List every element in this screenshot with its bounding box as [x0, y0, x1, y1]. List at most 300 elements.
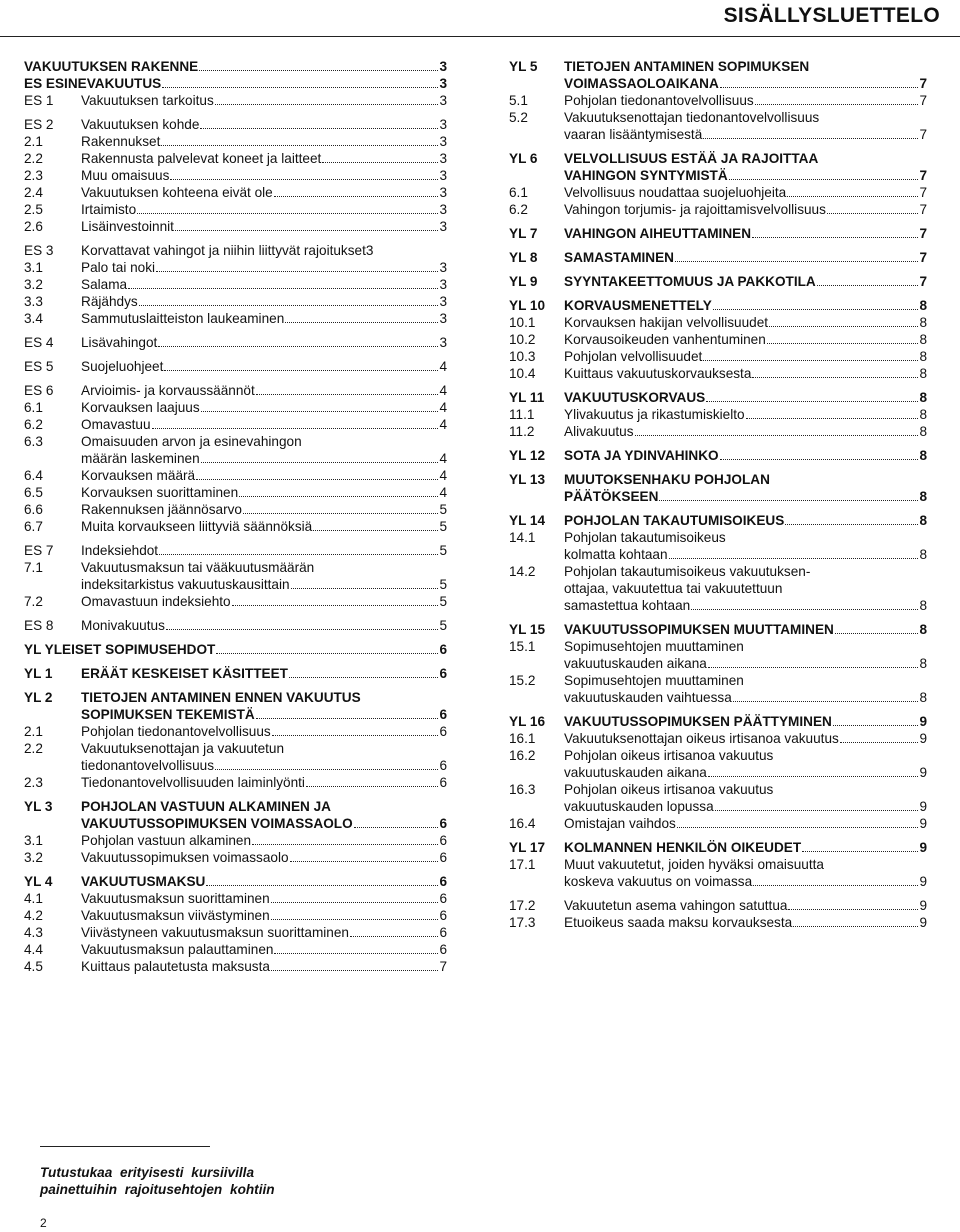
- toc-entry[interactable]: [24, 92, 447, 109]
- toc-entry-page: 9: [919, 714, 927, 729]
- toc-entry-page: 7: [919, 168, 927, 183]
- toc-entry[interactable]: [24, 133, 447, 150]
- page-number: 2: [40, 1216, 47, 1230]
- toc-section: [24, 334, 447, 351]
- toc-entry[interactable]: [24, 832, 447, 849]
- toc-entry[interactable]: [509, 150, 927, 184]
- footer-note: [40, 1164, 275, 1198]
- toc-section: [509, 447, 927, 464]
- toc-entry[interactable]: [509, 109, 927, 143]
- toc-entry-number: 17.1: [509, 857, 536, 872]
- toc-entry-text: [564, 273, 927, 290]
- toc-entry[interactable]: [24, 542, 447, 559]
- toc-entry[interactable]: [24, 890, 447, 907]
- toc-entry-page: 5: [439, 519, 447, 534]
- toc-entry-page: 7: [919, 76, 927, 91]
- toc-entry-line: [81, 259, 447, 276]
- toc-entry[interactable]: [24, 334, 447, 351]
- toc-entry[interactable]: [24, 399, 447, 416]
- toc-entry[interactable]: [509, 529, 927, 563]
- toc-entry-line: [564, 621, 927, 638]
- toc-entry[interactable]: [509, 713, 927, 730]
- toc-entry-title: vakuutuskauden vaihtuessa: [564, 690, 732, 705]
- dot-leader: [152, 428, 439, 429]
- toc-entry-text: [24, 641, 447, 658]
- toc-entry-page: 7: [439, 959, 447, 974]
- toc-entry-title: Muut vakuutetut, joiden hyväksi omaisuutta: [564, 857, 824, 872]
- toc-entry-text: [564, 713, 927, 730]
- toc-entry-line: [564, 447, 927, 464]
- toc-entry[interactable]: [509, 201, 927, 218]
- toc-entry-title: SOPIMUKSEN TEKEMISTÄ: [81, 707, 255, 722]
- toc-entry[interactable]: [24, 242, 447, 259]
- toc-entry[interactable]: [509, 512, 927, 529]
- toc-entry-page: 3: [439, 294, 447, 309]
- toc-entry-page: 6: [439, 850, 447, 865]
- toc-entry-text: [81, 334, 447, 351]
- toc-section: [24, 798, 447, 866]
- toc-entry-line: [564, 839, 927, 856]
- toc-entry[interactable]: [24, 518, 447, 535]
- toc-entry[interactable]: [509, 815, 927, 832]
- toc-entry-page: 5: [439, 543, 447, 558]
- toc-entry-number: 2.3: [24, 775, 43, 790]
- toc-entry[interactable]: [24, 798, 447, 832]
- toc-entry-title: Indeksiehdot: [81, 543, 159, 558]
- toc-entry[interactable]: [24, 484, 447, 501]
- toc-entry-line: [81, 774, 447, 791]
- toc-entry-title: ES ESINEVAKUUTUS: [24, 76, 162, 91]
- dot-leader: [350, 936, 438, 937]
- toc-entry-text: [564, 512, 927, 529]
- toc-entry-title: Rakennukset: [81, 134, 161, 149]
- toc-entry-title: Vakuutetun asema vahingon satuttua: [564, 898, 788, 913]
- toc-section: [24, 542, 447, 610]
- toc-entry-title: samastettua kohtaan: [564, 598, 691, 613]
- toc-entry-title: YL YLEISET SOPIMUSEHDOT: [24, 642, 216, 657]
- toc-entry-text: [81, 416, 447, 433]
- toc-entry-title: Kuittaus vakuutuskorvauksesta: [564, 366, 752, 381]
- toc-entry-number: 2.2: [24, 151, 43, 166]
- toc-entry[interactable]: [24, 873, 447, 890]
- toc-entry-text: [564, 92, 927, 109]
- dot-leader: [706, 401, 918, 402]
- dot-leader: [691, 609, 918, 610]
- toc-entry-page: 3: [439, 76, 447, 91]
- toc-entry-line: [564, 638, 927, 655]
- toc-entry[interactable]: [24, 593, 447, 610]
- toc-entry[interactable]: [24, 924, 447, 941]
- toc-entry[interactable]: [24, 467, 447, 484]
- toc-section: [509, 389, 927, 440]
- toc-entry-title: VELVOLLISUUS ESTÄÄ JA RAJOITTAA: [564, 151, 819, 166]
- toc-entry-page: 8: [919, 656, 927, 671]
- toc-entry-text: [81, 167, 447, 184]
- toc-entry-line: [564, 914, 927, 931]
- toc-section: [24, 242, 447, 327]
- toc-entry-page: 7: [919, 93, 927, 108]
- toc-entry[interactable]: [509, 249, 927, 266]
- toc-entry-page: 4: [439, 417, 447, 432]
- toc-entry[interactable]: [24, 75, 447, 92]
- toc-entry-title: Suojeluohjeet: [81, 359, 164, 374]
- toc-entry-text: [564, 201, 927, 218]
- toc-entry[interactable]: [509, 389, 927, 406]
- toc-entry-page: 6: [439, 908, 447, 923]
- toc-entry-page: 7: [919, 185, 927, 200]
- dot-leader: [827, 213, 919, 214]
- toc-entry[interactable]: [24, 723, 447, 740]
- toc-entry-text: [564, 58, 927, 92]
- toc-entry-line: [564, 184, 927, 201]
- toc-entry-title: SAMASTAMINEN: [564, 250, 675, 265]
- toc-entry-number: 4.2: [24, 908, 43, 923]
- toc-entry-title: Alivakuutus: [564, 424, 634, 439]
- toc-entry-text: [81, 399, 447, 416]
- toc-entry-page: 6: [439, 642, 447, 657]
- toc-entry-number: 7.2: [24, 594, 43, 609]
- toc-entry-title: Pohjolan oikeus irtisanoa vakuutus: [564, 782, 774, 797]
- toc-section: [509, 225, 927, 242]
- toc-entry-title: Pohjolan tiedonantovelvollisuus: [564, 93, 754, 108]
- toc-entry[interactable]: [24, 740, 447, 774]
- toc-entry[interactable]: [24, 501, 447, 518]
- toc-entry-page: 8: [919, 513, 927, 528]
- toc-entry-text: [564, 297, 927, 314]
- toc-entry-number: 16.1: [509, 731, 536, 746]
- toc-entry-title: vakuutuskauden lopussa: [564, 799, 714, 814]
- toc-entry-text: [564, 563, 927, 614]
- toc-entry-text: [564, 471, 927, 505]
- toc-entry-line: [564, 764, 927, 781]
- toc-entry-page: 9: [919, 898, 927, 913]
- toc-entry-text: [81, 958, 447, 975]
- toc-entry-text: [81, 184, 447, 201]
- dot-leader: [243, 513, 438, 514]
- toc-entry-page: 4: [439, 468, 447, 483]
- dot-leader: [199, 70, 438, 71]
- toc-entry[interactable]: [509, 423, 927, 440]
- toc-section: [509, 471, 927, 505]
- toc-section: [509, 249, 927, 266]
- toc-entry-number: YL 15: [509, 622, 546, 637]
- toc-entry[interactable]: [509, 331, 927, 348]
- toc-entry-line: [564, 512, 927, 529]
- dot-leader: [256, 718, 439, 719]
- dot-leader: [196, 479, 438, 480]
- toc-entry[interactable]: [24, 358, 447, 375]
- toc-entry-line: [81, 873, 447, 890]
- toc-entry-number: 3.3: [24, 294, 43, 309]
- toc-entry-line: [564, 314, 927, 331]
- toc-entry[interactable]: [24, 293, 447, 310]
- toc-entry-title: Irtaimisto: [81, 202, 137, 217]
- dot-leader: [313, 530, 438, 531]
- toc-entry-title: VAKUUTUSSOPIMUKSEN VOIMASSAOLO: [81, 816, 353, 831]
- toc-entry-line: [81, 890, 447, 907]
- toc-entry[interactable]: [24, 218, 447, 235]
- toc-entry[interactable]: [24, 958, 447, 975]
- toc-entry-page: 6: [439, 925, 447, 940]
- toc-entry-number: ES 8: [24, 618, 54, 633]
- toc-entry[interactable]: [24, 941, 447, 958]
- toc-entry-number: 2.5: [24, 202, 43, 217]
- toc-entry[interactable]: [24, 416, 447, 433]
- toc-entry-title: ottajaa, vakuutettua tai vakuutettuun: [564, 581, 783, 596]
- toc-entry-line: [564, 781, 927, 798]
- toc-entry-line: [564, 815, 927, 832]
- dot-leader: [840, 742, 919, 743]
- toc-entry-number: YL 1: [24, 666, 53, 681]
- toc-entry-page: 8: [919, 332, 927, 347]
- toc-entry-line: [81, 617, 447, 634]
- toc-entry-page: 7: [919, 274, 927, 289]
- toc-entry-page: 6: [439, 758, 447, 773]
- toc-entry-line: [81, 576, 447, 593]
- toc-entry-title: Monivakuutus: [81, 618, 165, 633]
- toc-entry-page: 3: [439, 185, 447, 200]
- toc-entry[interactable]: [24, 433, 447, 467]
- toc-entry-line: [81, 501, 447, 518]
- toc-entry-number: YL 9: [509, 274, 538, 289]
- toc-entry-title: vakuutuskauden aikana: [564, 656, 707, 671]
- toc-section: [24, 617, 447, 634]
- toc-entry[interactable]: [509, 471, 927, 505]
- dot-leader: [669, 558, 919, 559]
- toc-entry-line: [564, 249, 927, 266]
- dot-leader: [232, 605, 439, 606]
- toc-entry-line: [564, 597, 927, 614]
- dot-leader: [206, 885, 438, 886]
- toc-entry-line: [564, 225, 927, 242]
- dot-leader: [285, 322, 438, 323]
- toc-left-column: [24, 58, 447, 975]
- toc-entry-text: [81, 484, 447, 501]
- toc-entry-title: Räjähdys: [81, 294, 138, 309]
- toc-entry[interactable]: [24, 907, 447, 924]
- toc-entry[interactable]: [24, 58, 447, 75]
- toc-entry-number: 3.1: [24, 260, 43, 275]
- toc-entry-title: TIETOJEN ANTAMINEN SOPIMUKSEN: [564, 59, 810, 74]
- toc-entry[interactable]: [24, 689, 447, 723]
- toc-entry-text: [564, 730, 927, 747]
- toc-entry-text: [81, 310, 447, 327]
- toc-entry-number: YL 4: [24, 874, 53, 889]
- toc-entry-text: [564, 109, 927, 143]
- toc-entry[interactable]: [509, 839, 927, 856]
- toc-entry-text: [24, 58, 447, 75]
- toc-entry-title: Sopimusehtojen muuttaminen: [564, 673, 744, 688]
- toc-entry-page: 3: [439, 260, 447, 275]
- dot-leader: [715, 810, 919, 811]
- toc-entry[interactable]: [24, 167, 447, 184]
- toc-entry-text: [564, 423, 927, 440]
- toc-entry-page: 4: [439, 451, 447, 466]
- dot-leader: [159, 554, 438, 555]
- dot-leader: [290, 861, 439, 862]
- toc-entry-line: [81, 416, 447, 433]
- toc-entry[interactable]: [24, 184, 447, 201]
- toc-entry-text: [564, 331, 927, 348]
- toc-entry[interactable]: [509, 92, 927, 109]
- toc-entry[interactable]: [509, 184, 927, 201]
- toc-entry[interactable]: [509, 621, 927, 638]
- toc-entry[interactable]: [509, 914, 927, 931]
- toc-entry-text: [81, 924, 447, 941]
- toc-entry-number: 6.5: [24, 485, 43, 500]
- dot-leader: [215, 769, 438, 770]
- dot-leader: [720, 87, 919, 88]
- toc-entry[interactable]: [24, 559, 447, 593]
- toc-entry[interactable]: [24, 201, 447, 218]
- toc-entry-number: 3.2: [24, 850, 43, 865]
- toc-entry-text: [81, 92, 447, 109]
- toc-entry[interactable]: [509, 297, 927, 314]
- toc-entry-text: [81, 890, 447, 907]
- toc-entry[interactable]: [509, 447, 927, 464]
- toc-entry[interactable]: [24, 150, 447, 167]
- dot-leader: [677, 827, 919, 828]
- toc-entry-text: [81, 907, 447, 924]
- toc-entry-page: 8: [919, 489, 927, 504]
- toc-entry[interactable]: [509, 856, 927, 890]
- toc-entry-title: Ylivakuutus ja rikastumiskielto: [564, 407, 745, 422]
- toc-entry[interactable]: [509, 58, 927, 92]
- toc-entry-title: Arvioimis- ja korvaussäännöt: [81, 383, 255, 398]
- toc-entry-text: [564, 348, 927, 365]
- toc-entry-title: Etuoikeus saada maksu korvauksesta: [564, 915, 793, 930]
- toc-section: [509, 58, 927, 143]
- toc-entry-title: Kuittaus palautetusta maksusta: [81, 959, 270, 974]
- toc-entry-text: [564, 672, 927, 706]
- toc-entry-number: ES 6: [24, 383, 54, 398]
- toc-entry-number: 3.2: [24, 277, 43, 292]
- toc-entry-text: [81, 518, 447, 535]
- toc-entry-number: 5.1: [509, 93, 528, 108]
- toc-entry-title: indeksitarkistus vakuutuskausittain: [81, 577, 290, 592]
- toc-entry[interactable]: [509, 730, 927, 747]
- toc-entry[interactable]: [509, 225, 927, 242]
- toc-entry-page: 4: [439, 400, 447, 415]
- toc-entry-page: 3: [439, 93, 447, 108]
- toc-entry-title: VAKUUTUSSOPIMUKSEN MUUTTAMINEN: [564, 622, 834, 637]
- toc-entry-number: 10.4: [509, 366, 536, 381]
- toc-entry-line: [564, 365, 927, 382]
- toc-entry-number: 10.1: [509, 315, 536, 330]
- toc-entry-line: [24, 641, 447, 658]
- toc-entry[interactable]: [509, 273, 927, 290]
- toc-entry-text: [81, 501, 447, 518]
- toc-entry-text: [24, 75, 447, 92]
- toc-entry-text: [81, 832, 447, 849]
- dot-leader: [164, 370, 438, 371]
- toc-entry-line: [81, 907, 447, 924]
- toc-entry-text: [564, 447, 927, 464]
- dot-leader: [306, 786, 439, 787]
- toc-entry[interactable]: [509, 672, 927, 706]
- toc-entry-line: [564, 798, 927, 815]
- toc-entry[interactable]: [509, 314, 927, 331]
- dot-leader: [161, 145, 438, 146]
- toc-entry-line: [81, 184, 447, 201]
- toc-entry[interactable]: [509, 563, 927, 614]
- toc-entry[interactable]: [24, 617, 447, 634]
- toc-entry-page: 7: [919, 226, 927, 241]
- toc-section: [24, 873, 447, 975]
- toc-entry[interactable]: [24, 641, 447, 658]
- toc-entry-page: 7: [919, 250, 927, 265]
- toc-entry[interactable]: [24, 665, 447, 682]
- toc-entry[interactable]: [24, 116, 447, 133]
- toc-entry[interactable]: [509, 897, 927, 914]
- toc-entry-page: 9: [919, 799, 927, 814]
- dot-leader: [752, 237, 918, 238]
- toc-entry-title: Viivästyneen vakuutusmaksun suorittaminen: [81, 925, 349, 940]
- toc-entry-number: YL 13: [509, 472, 546, 487]
- toc-entry-title: Vakuutuksenottajan tiedonantovelvollisuus: [564, 110, 820, 125]
- toc-entry-text: [81, 593, 447, 610]
- toc-entry[interactable]: [24, 310, 447, 327]
- toc-entry-text: [81, 201, 447, 218]
- toc-entry-line: [81, 559, 447, 576]
- toc-entry-title: Omavastuun indeksiehto: [81, 594, 231, 609]
- toc-entry-line: [564, 75, 927, 92]
- toc-entry[interactable]: [24, 849, 447, 866]
- toc-entry-number: 4.4: [24, 942, 43, 957]
- toc-entry[interactable]: [509, 406, 927, 423]
- toc-entry-title: vakuutuskauden aikana: [564, 765, 707, 780]
- toc-entry-line: [564, 713, 927, 730]
- toc-entry-text: [564, 815, 927, 832]
- toc-entry-line: [564, 471, 927, 488]
- dot-leader: [274, 953, 438, 954]
- toc-section: [509, 297, 927, 382]
- toc-entry-text: [564, 638, 927, 672]
- toc-entry-line: [81, 358, 447, 375]
- toc-entry-page: 3: [439, 117, 447, 132]
- toc-entry-line: [564, 488, 927, 505]
- toc-entry-title: Korvausoikeuden vanhentuminen: [564, 332, 766, 347]
- toc-entry-title: Pohjolan vastuun alkaminen: [81, 833, 252, 848]
- toc-entry-text: [81, 382, 447, 399]
- toc-entry-title: Vakuutusmaksun suorittaminen: [81, 891, 270, 906]
- toc-entry[interactable]: [509, 348, 927, 365]
- toc-entry-title: tiedonantovelvollisuus: [81, 758, 215, 773]
- toc-entry-title: PÄÄTÖKSEEN: [564, 489, 659, 504]
- dot-leader: [162, 87, 438, 88]
- toc-entry[interactable]: [24, 259, 447, 276]
- toc-entry-page: 9: [919, 765, 927, 780]
- toc-entry-line: [564, 856, 927, 873]
- toc-entry-text: [81, 242, 447, 259]
- toc-entry[interactable]: [24, 382, 447, 399]
- toc-entry-line: [81, 218, 447, 235]
- toc-entry[interactable]: [24, 276, 447, 293]
- toc-entry[interactable]: [509, 365, 927, 382]
- toc-entry-line: [81, 665, 447, 682]
- toc-entry-title: Sopimusehtojen muuttaminen: [564, 639, 744, 654]
- toc-entry-text: [81, 133, 447, 150]
- toc-entry-number: 6.3: [24, 434, 43, 449]
- toc-entry-line: [564, 58, 927, 75]
- toc-entry-line: [564, 672, 927, 689]
- toc-entry-title: Vakuutuksen kohteena eivät ole: [81, 185, 273, 200]
- toc-entry[interactable]: [24, 774, 447, 791]
- toc-entry-title: Vakuutuksen tarkoitus: [81, 93, 214, 108]
- toc-entry[interactable]: [509, 781, 927, 815]
- toc-entry[interactable]: [509, 638, 927, 672]
- toc-entry[interactable]: [509, 747, 927, 781]
